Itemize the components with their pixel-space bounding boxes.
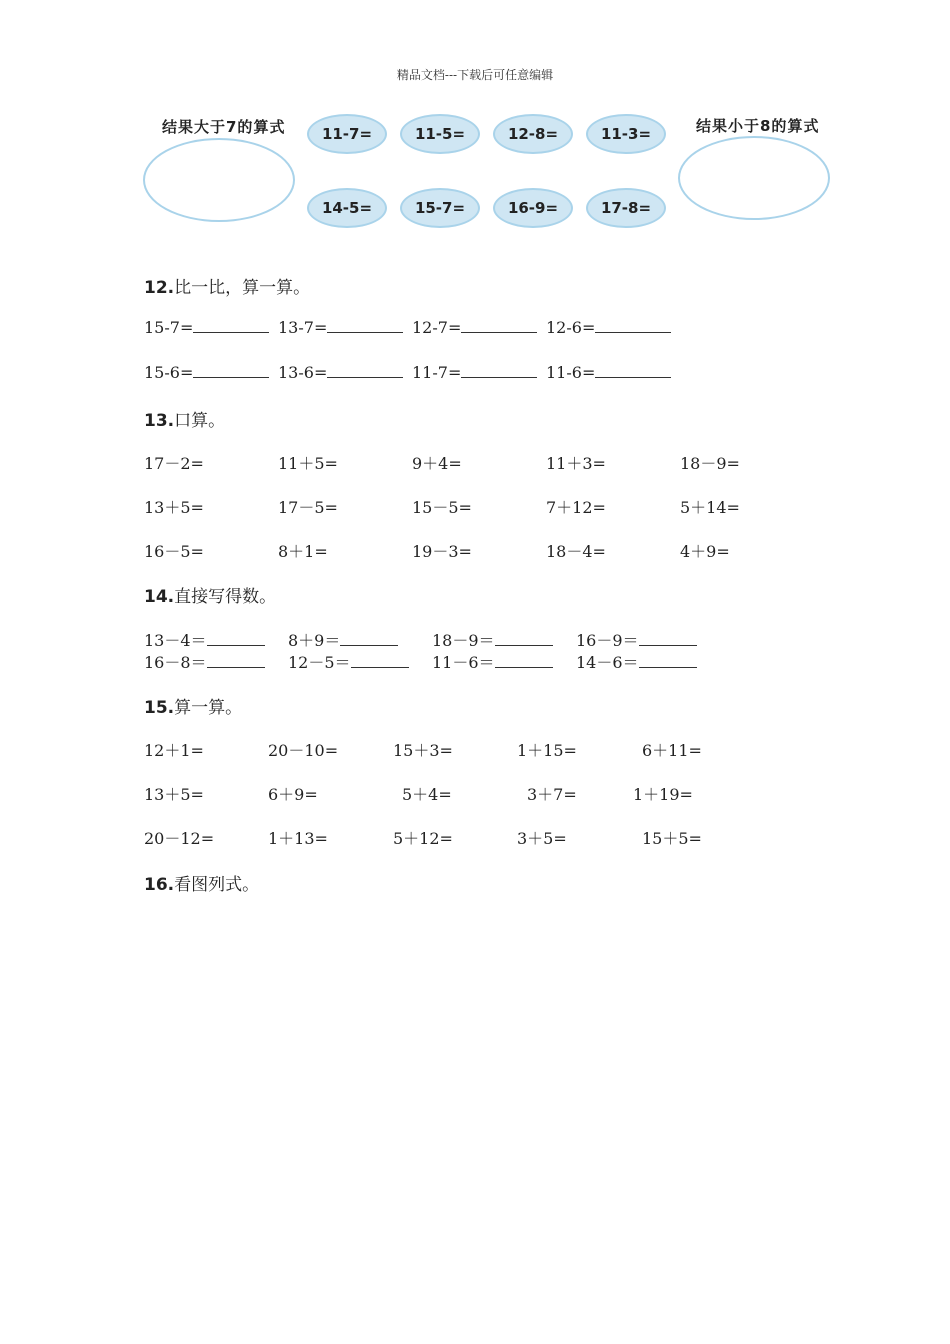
left-oval-label: 结果大于7的算式	[162, 118, 286, 136]
problem: 16－5=	[144, 542, 204, 561]
problem: 3＋5=	[517, 829, 567, 848]
problem: 17－5=	[278, 498, 338, 517]
problem: 18－9＝	[432, 628, 553, 651]
problem: 15-6=	[144, 363, 269, 382]
problem: 4＋9=	[680, 542, 730, 561]
problem: 1＋19=	[633, 785, 693, 804]
right-oval-label: 结果小于8的算式	[696, 117, 820, 135]
problem: 13-7=	[278, 318, 403, 337]
question-12-title: 12.比一比，算一算。	[144, 278, 311, 298]
problem: 11＋3=	[546, 454, 606, 473]
problem: 13－4＝	[144, 628, 265, 651]
left-answer-oval	[143, 138, 295, 222]
answer-blank[interactable]	[595, 363, 671, 378]
expr-card: 17-8=	[586, 188, 666, 228]
problem: 11-7=	[412, 363, 537, 382]
problem: 12－5＝	[288, 650, 409, 673]
problem: 15-7=	[144, 318, 269, 337]
answer-blank[interactable]	[495, 631, 553, 646]
problem: 11＋5=	[278, 454, 338, 473]
problem: 1＋13=	[268, 829, 328, 848]
answer-blank[interactable]	[340, 631, 398, 646]
answer-blank[interactable]	[351, 653, 409, 668]
problem: 8＋1=	[278, 542, 328, 561]
answer-blank[interactable]	[193, 363, 269, 378]
problem: 13＋5=	[144, 785, 204, 804]
answer-blank[interactable]	[639, 631, 697, 646]
problem: 7＋12=	[546, 498, 606, 517]
expr-card: 11-5=	[400, 114, 480, 154]
expr-card: 11-3=	[586, 114, 666, 154]
problem: 5＋14=	[680, 498, 740, 517]
problem: 14－6＝	[576, 650, 697, 673]
problem: 15－5=	[412, 498, 472, 517]
question-15-title: 15.算一算。	[144, 698, 243, 718]
answer-blank[interactable]	[193, 318, 269, 333]
problem: 18－4=	[546, 542, 606, 561]
answer-blank[interactable]	[207, 653, 265, 668]
problem: 15＋3=	[393, 741, 453, 760]
answer-blank[interactable]	[461, 318, 537, 333]
expr-card: 12-8=	[493, 114, 573, 154]
problem: 8＋9＝	[288, 628, 398, 651]
answer-blank[interactable]	[327, 318, 403, 333]
problem: 5＋4=	[402, 785, 452, 804]
problem: 19－3=	[412, 542, 472, 561]
expr-card: 14-5=	[307, 188, 387, 228]
problem: 15＋5=	[642, 829, 702, 848]
problem: 13-6=	[278, 363, 403, 382]
problem: 20－12=	[144, 829, 215, 848]
problem: 11－6＝	[432, 650, 553, 673]
answer-blank[interactable]	[639, 653, 697, 668]
answer-blank[interactable]	[327, 363, 403, 378]
expr-card: 15-7=	[400, 188, 480, 228]
question-13-title: 13.口算。	[144, 411, 226, 431]
expr-card: 16-9=	[493, 188, 573, 228]
problem: 6＋9=	[268, 785, 318, 804]
answer-blank[interactable]	[207, 631, 265, 646]
problem: 3＋7=	[527, 785, 577, 804]
question-14-title: 14.直接写得数。	[144, 587, 277, 607]
question-16-title: 16.看图列式。	[144, 875, 260, 895]
problem: 16－9＝	[576, 628, 697, 651]
answer-blank[interactable]	[495, 653, 553, 668]
answer-blank[interactable]	[461, 363, 537, 378]
problem: 12-7=	[412, 318, 537, 337]
problem: 17－2=	[144, 454, 204, 473]
problem: 5＋12=	[393, 829, 453, 848]
problem: 18－9=	[680, 454, 740, 473]
problem: 16－8＝	[144, 650, 265, 673]
expr-card: 11-7=	[307, 114, 387, 154]
problem: 12＋1=	[144, 741, 204, 760]
problem: 20－10=	[268, 741, 339, 760]
problem: 6＋11=	[642, 741, 702, 760]
answer-blank[interactable]	[595, 318, 671, 333]
right-answer-oval	[678, 136, 830, 220]
problem: 13＋5=	[144, 498, 204, 517]
problem: 12-6=	[546, 318, 671, 337]
problem: 1＋15=	[517, 741, 577, 760]
problem: 9＋4=	[412, 454, 462, 473]
page-header: 精品文档---下载后可任意编辑	[396, 68, 554, 82]
problem: 11-6=	[546, 363, 671, 382]
